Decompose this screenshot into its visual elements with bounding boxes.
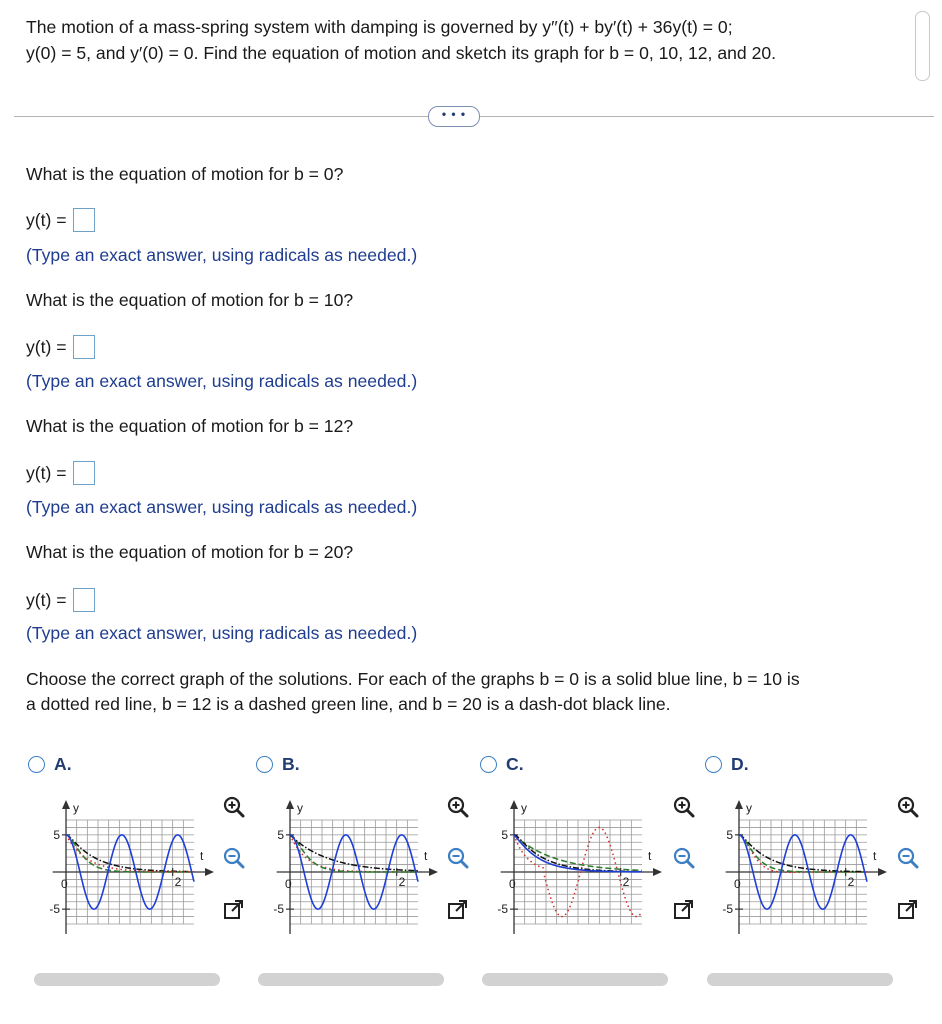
y-tick-max: 5 bbox=[726, 827, 733, 842]
t-tick-origin: 0 bbox=[509, 877, 516, 891]
answer-row-b12 bbox=[26, 461, 95, 485]
question-b10: What is the equation of motion for b = 10? bbox=[26, 290, 354, 310]
problem-line-1: The motion of a mass-spring system with damping is governed by y′′(t) + by′(t) + 36y(t) = 0; bbox=[26, 17, 733, 37]
y-axis-label: y bbox=[297, 801, 303, 815]
option-d-label: D. bbox=[731, 754, 749, 774]
problem-line-2: y(0) = 5, and y′(0) = 0. Find the equation of motion and sketch its graph for b = 0, 10, 12, and 20. bbox=[26, 43, 777, 63]
answer-row-b0 bbox=[26, 208, 95, 232]
open-external-icon[interactable] bbox=[222, 898, 246, 922]
y-tick-max: 5 bbox=[53, 827, 60, 842]
t-tick-2: 2 bbox=[174, 875, 182, 889]
zoom-out-icon[interactable] bbox=[672, 846, 696, 870]
t-tick-origin: 0 bbox=[734, 877, 741, 891]
horizontal-scrollbar[interactable] bbox=[482, 973, 668, 986]
question-b12: What is the equation of motion for b = 12? bbox=[26, 416, 354, 436]
problem-statement bbox=[26, 14, 906, 66]
t-tick-2: 2 bbox=[622, 875, 630, 889]
option-a-radio[interactable] bbox=[28, 756, 45, 773]
answer-input-b10[interactable] bbox=[73, 335, 95, 359]
y-axis-label: y bbox=[73, 801, 79, 815]
horizontal-scrollbar[interactable] bbox=[707, 973, 893, 986]
graph-a bbox=[32, 784, 222, 944]
y-axis-label: y bbox=[521, 801, 527, 815]
answer-label: y(t) = bbox=[26, 337, 67, 357]
option-c-label: C. bbox=[506, 754, 524, 774]
y-tick-min: -5 bbox=[49, 902, 60, 917]
hint-b0: (Type an exact answer, using radicals as needed.) bbox=[26, 245, 418, 265]
graph-d bbox=[705, 784, 895, 944]
open-external-icon[interactable] bbox=[672, 898, 696, 922]
expand-more-button[interactable]: • • • bbox=[428, 106, 480, 127]
zoom-in-icon[interactable] bbox=[672, 795, 696, 819]
option-d[interactable] bbox=[705, 754, 749, 775]
answer-input-b20[interactable] bbox=[73, 588, 95, 612]
option-b[interactable] bbox=[256, 754, 300, 775]
t-axis-label: t bbox=[648, 849, 652, 863]
y-tick-min: -5 bbox=[497, 902, 508, 917]
t-axis-label: t bbox=[200, 849, 204, 863]
t-axis-label: t bbox=[873, 849, 877, 863]
answer-row-b20 bbox=[26, 588, 95, 612]
zoom-out-icon[interactable] bbox=[222, 846, 246, 870]
t-tick-2: 2 bbox=[847, 875, 855, 889]
horizontal-scrollbar[interactable] bbox=[258, 973, 444, 986]
t-tick-origin: 0 bbox=[61, 877, 68, 891]
graph-b bbox=[256, 784, 446, 944]
y-tick-max: 5 bbox=[277, 827, 284, 842]
option-a-label: A. bbox=[54, 754, 72, 774]
t-tick-2: 2 bbox=[398, 875, 406, 889]
question-b20: What is the equation of motion for b = 20? bbox=[26, 542, 354, 562]
hint-b10: (Type an exact answer, using radicals as needed.) bbox=[26, 371, 418, 391]
answer-label: y(t) = bbox=[26, 210, 67, 230]
graph-instructions-line-2: a dotted red line, b = 12 is a dashed green line, and b = 20 is a dash-dot black line. bbox=[26, 694, 671, 714]
hint-b12: (Type an exact answer, using radicals as needed.) bbox=[26, 497, 418, 517]
zoom-out-icon[interactable] bbox=[896, 846, 920, 870]
open-external-icon[interactable] bbox=[896, 898, 920, 922]
vertical-scrollbar[interactable] bbox=[915, 11, 930, 81]
graph-instructions-line-1: Choose the correct graph of the solutions. For each of the graphs b = 0 is a solid blue line, b = 10 is bbox=[26, 669, 800, 689]
option-d-radio[interactable] bbox=[705, 756, 722, 773]
graph-instructions bbox=[26, 667, 926, 717]
option-b-label: B. bbox=[282, 754, 300, 774]
option-c[interactable] bbox=[480, 754, 524, 775]
t-axis-label: t bbox=[424, 849, 428, 863]
question-b0: What is the equation of motion for b = 0? bbox=[26, 164, 344, 184]
answer-label: y(t) = bbox=[26, 590, 67, 610]
zoom-in-icon[interactable] bbox=[222, 795, 246, 819]
t-tick-origin: 0 bbox=[285, 877, 292, 891]
zoom-in-icon[interactable] bbox=[896, 795, 920, 819]
answer-input-b12[interactable] bbox=[73, 461, 95, 485]
open-external-icon[interactable] bbox=[446, 898, 470, 922]
option-a[interactable] bbox=[28, 754, 72, 775]
answer-input-b0[interactable] bbox=[73, 208, 95, 232]
y-tick-min: -5 bbox=[273, 902, 284, 917]
y-tick-min: -5 bbox=[722, 902, 733, 917]
horizontal-scrollbar[interactable] bbox=[34, 973, 220, 986]
graph-c bbox=[480, 784, 670, 944]
hint-b20: (Type an exact answer, using radicals as needed.) bbox=[26, 623, 418, 643]
answer-label: y(t) = bbox=[26, 463, 67, 483]
answer-row-b10 bbox=[26, 335, 95, 359]
option-b-radio[interactable] bbox=[256, 756, 273, 773]
y-axis-label: y bbox=[746, 801, 752, 815]
zoom-out-icon[interactable] bbox=[446, 846, 470, 870]
zoom-in-icon[interactable] bbox=[446, 795, 470, 819]
option-c-radio[interactable] bbox=[480, 756, 497, 773]
y-tick-max: 5 bbox=[501, 827, 508, 842]
